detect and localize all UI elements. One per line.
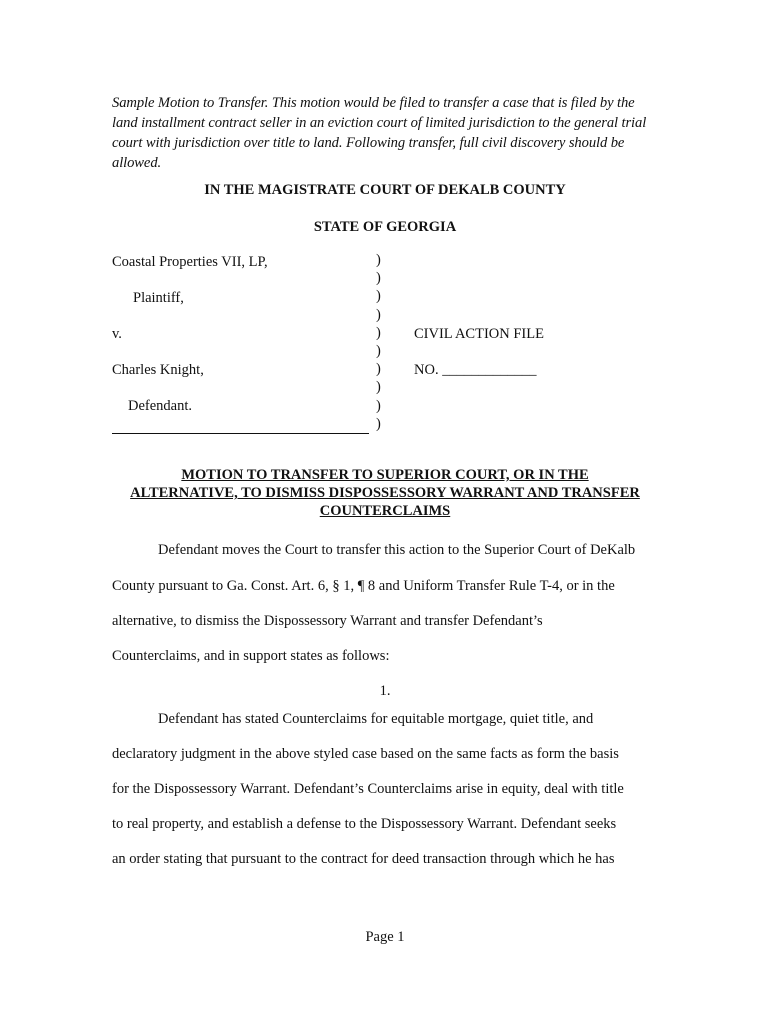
civil-action-label: CIVIL ACTION FILE — [414, 326, 544, 342]
body-line: County pursuant to Ga. Const. Art. 6, § 1, ¶ 8 and Uniform Transfer Rule T-4, or in the — [112, 578, 615, 594]
paren: ) — [376, 270, 381, 287]
motion-title — [100, 466, 670, 520]
motion-title-line: MOTION TO TRANSFER TO SUPERIOR COURT, OR IN THE — [181, 467, 589, 483]
body-line: an order stating that pursuant to the contract for deed transaction through which he has — [112, 851, 615, 867]
body-line: alternative, to dismiss the Dispossessory Warrant and transfer Defendant’s — [112, 613, 543, 629]
paren: ) — [376, 288, 381, 305]
defendant-name: Charles Knight, — [112, 362, 204, 378]
paren: ) — [376, 306, 381, 323]
page-number: Page 1 — [365, 929, 405, 945]
paren: ) — [376, 324, 381, 341]
paren: ) — [376, 252, 381, 268]
intro-note: Sample Motion to Transfer. This motion would be filed to transfer a case that is filed by the land installment contract seller in an eviction court of limited jurisdiction to the general trial court with jurisdiction over title to land. Following transfer, full civil discovery should be allowed. — [112, 95, 647, 171]
paren: ) — [376, 379, 381, 396]
motion-title-line: ALTERNATIVE, TO DISMISS DISPOSSESSORY WARRANT AND TRANSFER — [130, 485, 640, 501]
motion-title-line: COUNTERCLAIMS — [319, 503, 451, 519]
body-line: Counterclaims, and in support states as follows: — [112, 648, 390, 664]
caption-parentheses — [376, 251, 381, 433]
plaintiff-name: Coastal Properties VII, LP, — [112, 254, 268, 270]
file-number: NO. _____________ — [414, 362, 537, 378]
body-line: to real property, and establish a defense to the Dispossessory Warrant. Defendant seeks — [112, 816, 617, 832]
paren: ) — [376, 342, 381, 359]
body-line: Defendant has stated Counterclaims for equitable mortgage, quiet title, and — [158, 711, 594, 727]
defendant-role: Defendant. — [128, 398, 193, 414]
state-heading: STATE OF GEORGIA — [313, 219, 457, 235]
body-line: Defendant moves the Court to transfer this action to the Superior Court of DeKalb — [158, 542, 636, 558]
section-number: 1. — [379, 683, 391, 699]
plaintiff-role: Plaintiff, — [133, 290, 184, 306]
body-line: declaratory judgment in the above styled case based on the same facts as form the basis — [112, 746, 619, 762]
court-heading: IN THE MAGISTRATE COURT OF DEKALB COUNTY — [204, 182, 566, 198]
caption-rule — [112, 433, 369, 434]
paren: ) — [376, 415, 381, 432]
versus-label: v. — [112, 326, 122, 342]
paren: ) — [376, 361, 381, 378]
paren: ) — [376, 397, 381, 414]
body-line: for the Dispossessory Warrant. Defendant’s Counterclaims arise in equity, deal with title — [112, 781, 624, 797]
